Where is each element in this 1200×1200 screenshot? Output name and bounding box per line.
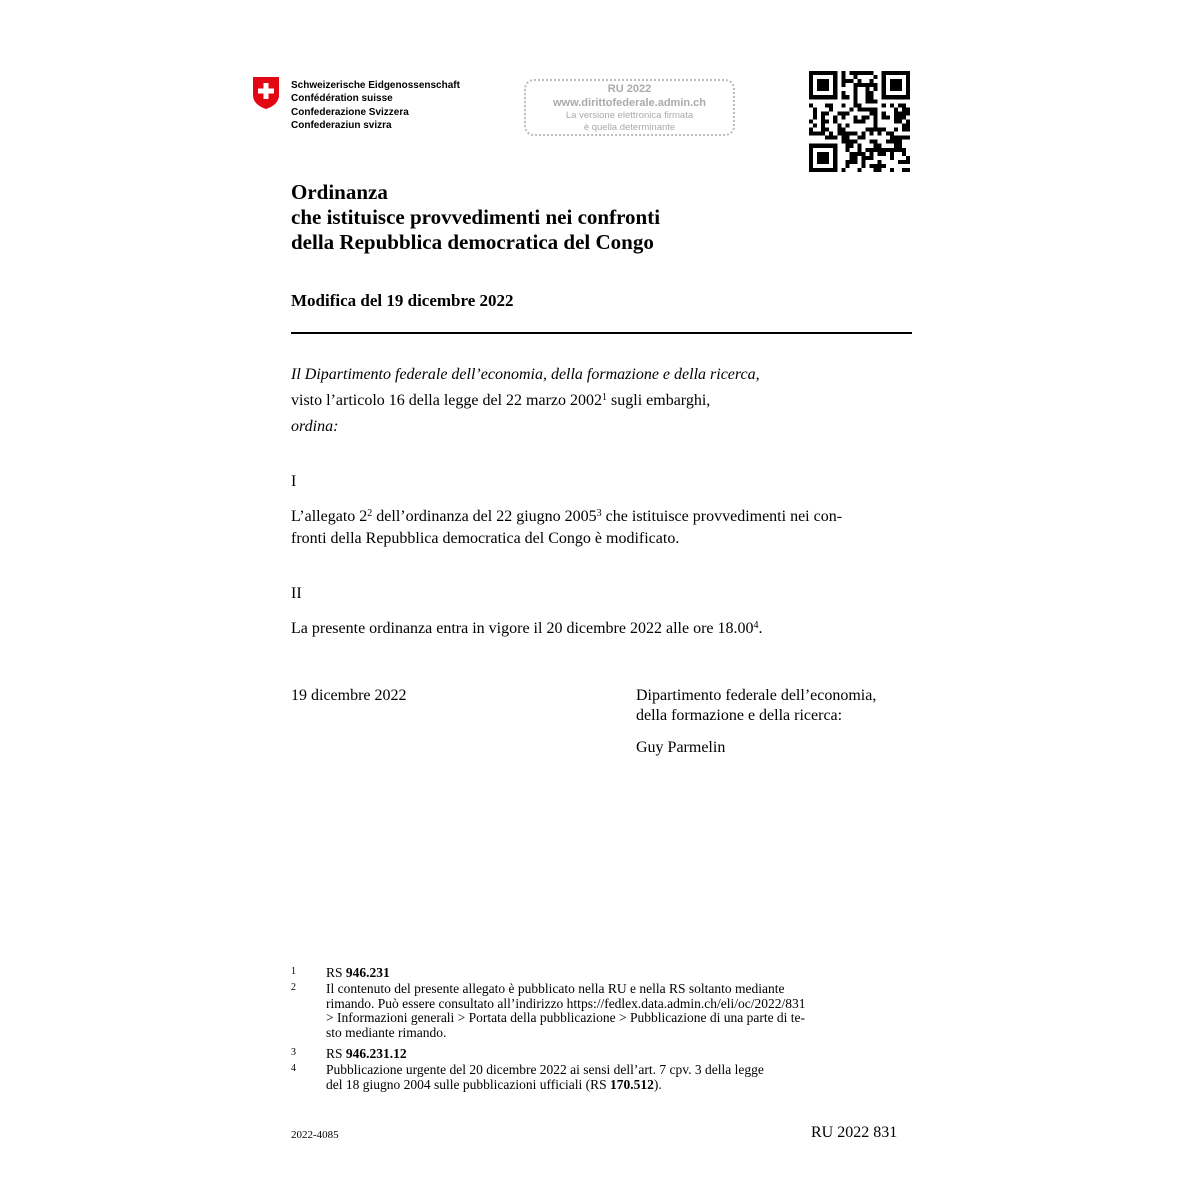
footnote-2-line-3: > Informazioni generali > Portata della pubblicazione > Pubblicazione di una parte di te- xyxy=(326,1010,806,1025)
section-1-numeral: I xyxy=(291,473,297,490)
section-1-part-2: dell’ordinanza del 22 giugno 2005 xyxy=(372,508,597,525)
confederation-name-fr: Confédération suisse xyxy=(291,93,393,105)
footnote-4-line-2-prefix: del 18 giugno 2004 sulle pubblicazioni ufficiali (RS xyxy=(326,1076,610,1092)
footnote-4 xyxy=(326,1063,764,1092)
footnote-4-ref: 170.512 xyxy=(609,1076,654,1092)
title-line-1: Ordinanza xyxy=(291,180,388,204)
document-number: 2022-4085 xyxy=(291,1129,339,1141)
preamble-visto-end: sugli embarghi, xyxy=(607,392,711,409)
signature-department-line-1: Dipartimento federale dell’economia, xyxy=(636,687,877,704)
section-1-part-3: che istituisce provvedimenti nei con- xyxy=(601,508,843,525)
footnote-number-2: 2 xyxy=(291,982,296,993)
footnote-4-line-2-suffix: ). xyxy=(653,1076,662,1092)
footnote-1 xyxy=(326,966,390,981)
preamble-visto-text: visto l’articolo 16 della legge del 22 marzo 2002 xyxy=(291,392,603,409)
confederation-name-rm: Confederaziun svizra xyxy=(291,120,392,132)
stamp-line-4: è quella determinante xyxy=(583,121,676,133)
signatory-name: Guy Parmelin xyxy=(636,739,726,756)
title-line-2: che istituisce provvedimenti nei confronti xyxy=(291,205,661,229)
official-compilation-reference: RU 2022 831 xyxy=(811,1124,898,1141)
signature-date: 19 dicembre 2022 xyxy=(291,687,407,704)
confederation-name-de: Schweizerische Eidgenossenschaft xyxy=(291,80,460,91)
confederation-names xyxy=(291,79,460,133)
footnote-1-ref: 946.231 xyxy=(345,965,390,980)
footnote-2-line-4: sto mediante rimando. xyxy=(326,1024,447,1040)
section-1-part-1: L’allegato 2 xyxy=(291,508,368,525)
publication-stamp xyxy=(524,79,735,136)
footnote-2-line-1: Il contenuto del presente allegato è pubblicato nella RU e nella RS soltanto mediante xyxy=(326,981,785,996)
footnote-1-prefix: RS xyxy=(326,965,346,980)
footnote-2-line-2: rimando. Può essere consultato all’indirizzo https://fedlex.data.admin.ch/eli/oc/2022/831 xyxy=(326,995,806,1011)
preamble-authority: Il Dipartimento federale dell’economia, della formazione e della ricerca, xyxy=(291,366,760,383)
signature-department-line-2: della formazione e della ricerca: xyxy=(636,707,843,724)
title-line-3: della Repubblica democratica del Congo xyxy=(291,230,654,254)
footnote-number-3: 3 xyxy=(291,1047,296,1058)
footnote-ref-4: 4 xyxy=(753,620,759,631)
section-2-text xyxy=(291,617,763,640)
footnote-number-4: 4 xyxy=(291,1063,296,1074)
swiss-cross-shield-icon xyxy=(252,76,280,110)
footnote-ref-2: 2 xyxy=(367,508,373,519)
stamp-line-2: www.dirittofederale.admin.ch xyxy=(552,97,706,109)
section-2-end: . xyxy=(758,620,763,637)
footnote-3-ref: 946.231.12 xyxy=(345,1046,407,1061)
qr-code-icon xyxy=(809,71,910,172)
stamp-line-1: RU 2022 xyxy=(607,83,652,95)
signature-department xyxy=(636,686,876,726)
section-2-body: La presente ordinanza entra in vigore il 20 dicembre 2022 alle ore 18.00 xyxy=(291,620,754,637)
document-title xyxy=(291,180,660,255)
footnote-2 xyxy=(326,982,806,1040)
footnote-ref-1: 1 xyxy=(602,392,608,403)
section-1-text-line-2: fronti della Repubblica democratica del Congo è modificato. xyxy=(291,530,680,547)
footnote-4-line-2 xyxy=(326,1078,764,1093)
section-1-text-line-1 xyxy=(291,505,842,528)
footnote-4-line-1: Pubblicazione urgente del 20 dicembre 2022 ai sensi dell’art. 7 cpv. 3 della legge xyxy=(326,1062,764,1077)
stamp-line-3: La versione elettronica firmata xyxy=(565,110,694,121)
section-2-numeral: II xyxy=(291,585,302,602)
confederation-name-it: Confederazione Svizzera xyxy=(291,106,409,118)
preamble-visto xyxy=(291,389,710,412)
footnote-ref-3: 3 xyxy=(596,508,602,519)
footnote-3-prefix: RS xyxy=(326,1046,346,1061)
footnote-number-1: 1 xyxy=(291,966,296,977)
footnote-3 xyxy=(326,1047,407,1062)
preamble-ordina: ordina: xyxy=(291,418,339,435)
title-divider xyxy=(291,332,912,334)
amendment-date: Modifica del 19 dicembre 2022 xyxy=(291,291,514,310)
